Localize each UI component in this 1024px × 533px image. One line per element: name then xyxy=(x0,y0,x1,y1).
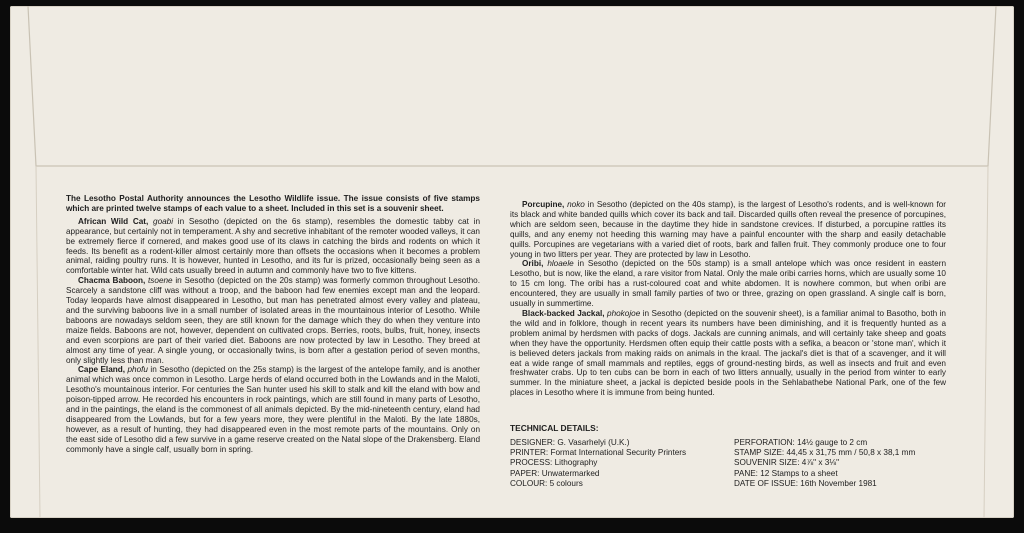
paragraph-text: in Sesotho (depicted on the souvenir sheet), is a familiar animal to Basotho, both in the wild and in folklore, though in recent years its numbers have been diminishing, and it is frequently hunted as a problem animal by herdsmen with packs of dogs. Jackals are cunning animals, and will certainly take sheep and goats when they have the opportunity. Herdsmen often equip their cattle posts with a sefika, a beacon or 'stone man', which it is believed deters jackals from making raids on animals in the kraal. The jackal's diet is that of a scavenger, and it will eat a wide range of small mammals and reptiles, eggs of ground-nesting birds, as well as insects and fruit and even freshwater crabs. Up to ten cubs can be born in each of two litters annually, usually in the period from winter to early summer. In the miniature sheet, a jackal is depicted beside pools in the Sehlabathebe National Park, one of the few places in Lesotho where it is immune from being hunted. xyxy=(510,308,946,398)
pane-line: PANE: 12 Stamps to a sheet xyxy=(734,468,838,478)
sesotho-name: tsoene xyxy=(148,276,173,286)
technical-details xyxy=(510,423,950,488)
paragraph-eland xyxy=(66,365,480,454)
date-of-issue-line: DATE OF ISSUE: 16th November 1981 xyxy=(734,478,877,488)
paragraph-wild-cat xyxy=(66,217,480,276)
animal-name: African Wild Cat, xyxy=(78,216,149,226)
animal-name: Chacma Baboon, xyxy=(78,276,146,286)
animal-name: Oribi, xyxy=(522,259,544,269)
text-column-left xyxy=(66,194,480,455)
animal-name: Black-backed Jackal, xyxy=(522,308,605,318)
sesotho-name: phofu xyxy=(127,365,148,375)
paragraph-text: in Sesotho (depicted on the 50s stamp) is a small antelope which was once resident in eastern Lesotho, but is now, like the eland, a rare visitor from Natal. Only the male oribi carries horns, which are usually some 10 to 15 cm long. The oribi has a rust-coloured coat and white abdomen. It is nowhere common, but when oribi are encountered, they are usually in small family parties of two or three, grazing on open grassland. A single calf is born, usually in summertime. xyxy=(510,259,947,309)
sesotho-name: noko xyxy=(567,200,585,209)
technical-column-right xyxy=(734,438,954,489)
paragraph-text: in Sesotho (depicted on the 20s stamp) was formerly common throughout Lesotho. Scarcely a sandstone cliff was without a troop, and the baboon had few enemies except man and the leopard. Today leopards have almost disappeared in Lesotho, but man has penetrated almost every valley and plateau, and the surviving baboons live in a small number of isolated areas in the mountainous interior of Lesotho. While baboons are nowadays seldom seen, they are still known for the damage which they do when they venture into maize fields. Baboons are not, however, dependent on cultivated crops. Berries, roots, bulbs, fruit, honey, insects and even scorpions are part of their varied diet. Baboons are now protected by law in Lesotho. They breed at almost any time of year. A single young, or occasionally twins, is born after a gestation period of seven months, only slightly less than man. xyxy=(66,276,480,365)
animal-name: Porcupine, xyxy=(522,200,565,209)
process-line: PROCESS: Lithography xyxy=(510,458,598,468)
stamp-size-line: STAMP SIZE: 44,45 x 31,75 mm / 50,8 x 38,1 mm xyxy=(734,448,916,458)
paragraph-text: in Sesotho (depicted on the 6s stamp), resembles the domestic tabby cat in appearance, but certainly not in temperament. A shy and secretive inhabitant of the remoter wooded valleys, it can be extremely fierce if cornered, and makes good use of its claws in catching the birds and rodents on which it feeds. Its benefit as a rodent-killer almost certainly more than offsets the occasions when it becomes a problem animal, raiding poultry runs. It is however, hunted in Lesotho, and its fur is prized, occasionally being seen as a comfortable winter hat. Wild cats usually breed in autumn and commonly have two to five kittens. xyxy=(66,216,481,276)
paragraph-text: in Sesotho (depicted on the 40s stamp), is the largest of Lesotho's rodents, and is well-known for its black and white banded quills which cover its back and tail. Discarded quills often reveal the presence of porcupines, which are seldom seen, because in the daytime they hide in sandstone crevices. If disturbed, a porcupine rattles its quills, and any enemy not heeding this warning may have a painful encounter with the sharp and easily detachable quills. Porcupines are vegetarians with a varied diet of roots, bark and fallen fruit. They commonly produce one to four young in two litters per year. They are protected by law in Lesotho. xyxy=(510,200,947,259)
designer-line: DESIGNER: G. Vasarhelyi (U.K.) xyxy=(510,438,630,447)
colour-line: COLOUR: 5 colours xyxy=(510,478,583,488)
paragraph-jackal xyxy=(510,309,946,398)
text-column-right xyxy=(510,200,946,398)
sesotho-name: phokojoe xyxy=(607,308,641,318)
perforation-line: PERFORATION: 14½ gauge to 2 cm xyxy=(734,438,868,447)
intro-paragraph: The Lesotho Postal Authority announces the Lesotho Wildlife issue. The issue consists of five stamps which are printed twelve stamps of each value to a sheet. Included in this set is a souvenir sheet. xyxy=(66,194,480,213)
paragraph-text: in Sesotho (depicted on the 25s stamp) is the largest of the antelope family, and is another animal which was once common in Lesotho. Large herds of eland occurred both in the Lowlands and in the Maloti, Lesotho's mountainous interior. For centuries the San hunter used his skill to stalk and kill the eland with bow and poison-tipped arrow. He recorded his encounters in rock paintings, which are still found in many parts of Lesotho, and in the paintings, the eland is the commonest of all animals depicted. By the mid-nineteenth century, eland had disappeared from the Lowlands, but for a few years more, they were plentiful in the Maloti. By the late 1880s, however, as a result of hunting, they had disappeared even in the most remote parts of the mountains. Only on the east side of Lesotho did a few survive in a game reserve created on the Natal slope of the Drakensberg. Eland commonly have a single calf, usually born in spring. xyxy=(66,365,480,454)
technical-column-left xyxy=(510,438,730,489)
paragraph-oribi xyxy=(510,259,946,309)
technical-heading: TECHNICAL DETAILS: xyxy=(510,423,599,433)
souvenir-size-line: SOUVENIR SIZE: 4⅞" x 3⅛" xyxy=(734,458,840,468)
paragraph-porcupine xyxy=(510,200,946,259)
printer-line: PRINTER: Format International Security Printers xyxy=(510,448,687,458)
paragraph-baboon xyxy=(66,276,480,365)
paper-line: PAPER: Unwatermarked xyxy=(510,468,600,478)
sesotho-name: goabi xyxy=(153,216,174,226)
sesotho-name: hloaele xyxy=(547,259,574,269)
animal-name: Cape Eland, xyxy=(78,365,126,375)
